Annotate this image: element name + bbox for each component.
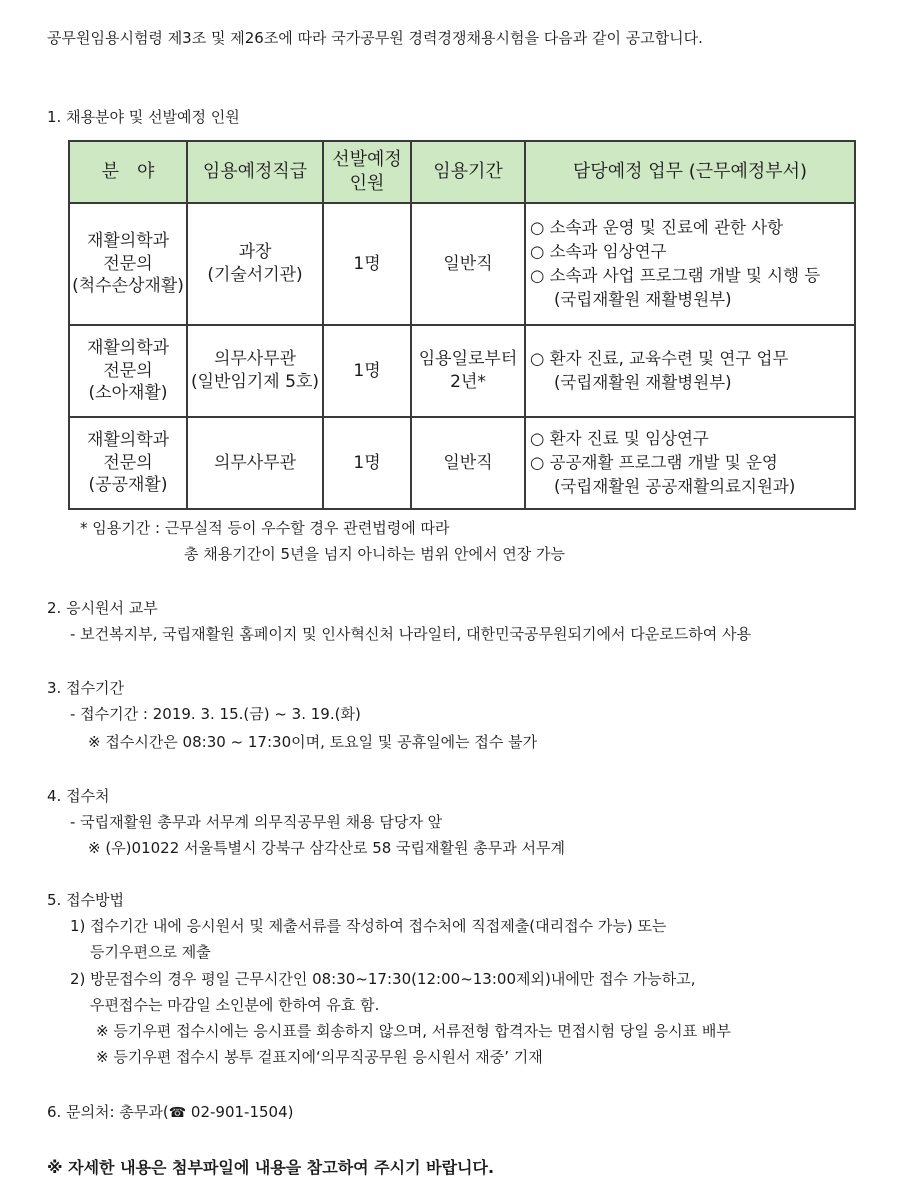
section2-line1: - 보건복지부, 국립재활원 홈페이지 및 인사혁신처 나라일터, 대한민국공무원되기에서 다운로드하여 사용	[70, 625, 751, 643]
row2-period: 임용일로부터 2년*	[411, 325, 525, 417]
row2-count: 1명	[323, 325, 411, 417]
row3-duties: ○ 환자 진료 및 임상연구 ○ 공공재활 프로그램 개발 및 운영 (국립재활원 공공재활의료지원과)	[525, 417, 855, 509]
header-count: 선발예정 인원	[323, 141, 411, 203]
section1-title: 1. 채용분야 및 선발예정 인원	[47, 108, 240, 126]
row3-count: 1명	[323, 417, 411, 509]
row1-duties: ○ 소속과 운영 및 진료에 관한 사항 ○ 소속과 임상연구 ○ 소속과 사업 프로그램 개발 및 시행 등 (국립재활원 재활병원부)	[525, 203, 855, 325]
row3-period: 일반직	[411, 417, 525, 509]
section4-line1: - 국립재활원 총무과 서무계 의무직공무원 채용 담당자 앞	[70, 813, 443, 831]
row2-rank: 의무사무관 (일반임기제 5호)	[187, 325, 323, 417]
section5-title: 5. 접수방법	[47, 891, 125, 909]
intro-text: 공무원임용시험령 제3조 및 제26조에 따라 국가공무원 경력경쟁채용시험을 다음과 같이 공고합니다.	[47, 29, 703, 47]
header-period: 임용기간	[411, 141, 525, 203]
section6-contact: 6. 문의처: 총무과(☎ 02-901-1504)	[47, 1103, 294, 1121]
header-rank: 임용예정직급	[187, 141, 323, 203]
section5-line1: 1) 접수기간 내에 응시원서 및 제출서류를 작성하여 접수처에 직접제출(대리접수 가능) 또는	[70, 917, 667, 935]
section4-title: 4. 접수처	[47, 787, 110, 805]
section5-line4: 우편접수는 마감일 소인분에 한하여 유효 함.	[90, 996, 380, 1014]
phone-icon: ☎	[168, 1105, 187, 1121]
row2-field: 재활의학과 전문의 (소아재활)	[69, 325, 187, 417]
row3-rank: 의무사무관	[187, 417, 323, 509]
row3-field: 재활의학과 전문의 (공공재활)	[69, 417, 187, 509]
section5-line3: 2) 방문접수의 경우 평일 근무시간인 08:30~17:30(12:00~13:00제외)내에만 접수 가능하고,	[70, 970, 696, 988]
recruitment-table	[68, 140, 856, 510]
section5-line5: ※ 등기우편 접수시에는 응시표를 회송하지 않으며, 서류전형 합격자는 면접시험 당일 응시표 배부	[96, 1022, 731, 1040]
section4-line2: ※ (우)01022 서울특별시 강북구 삼각산로 58 국립재활원 총무과 서무계	[88, 839, 565, 857]
table-note-1: * 임용기간 : 근무실적 등이 우수할 경우 관련법령에 따라	[80, 519, 450, 537]
table-row	[69, 417, 855, 509]
row1-period: 일반직	[411, 203, 525, 325]
header-field: 분 야	[69, 141, 187, 203]
section2-title: 2. 응시원서 교부	[47, 599, 158, 617]
row1-rank: 과장 (기술서기관)	[187, 203, 323, 325]
section5-line2: 등기우편으로 제출	[90, 943, 211, 961]
row1-count: 1명	[323, 203, 411, 325]
section5-line6: ※ 등기우편 접수시 봉투 겉표지에‘의무직공무원 응시원서 재중’ 기재	[96, 1048, 543, 1066]
row1-field: 재활의학과 전문의 (척수손상재활)	[69, 203, 187, 325]
table-row	[69, 325, 855, 417]
section3-line1: - 접수기간 : 2019. 3. 15.(금) ~ 3. 19.(화)	[70, 705, 361, 723]
section3-title: 3. 접수기간	[47, 679, 125, 697]
table-header-row	[69, 141, 855, 203]
row2-duties: ○ 환자 진료, 교육수련 및 연구 업무 (국립재활원 재활병원부)	[525, 325, 855, 417]
section3-line2: ※ 접수시간은 08:30 ~ 17:30이며, 토요일 및 공휴일에는 접수 불가	[88, 733, 538, 751]
header-duties: 담당예정 업무 (근무예정부서)	[525, 141, 855, 203]
footer-note: ※ 자세한 내용은 첨부파일에 내용을 참고하여 주시기 바랍니다.	[47, 1158, 495, 1177]
table-row	[69, 203, 855, 325]
table-note-2: 총 채용기간이 5년을 넘지 아니하는 범위 안에서 연장 가능	[184, 545, 565, 563]
